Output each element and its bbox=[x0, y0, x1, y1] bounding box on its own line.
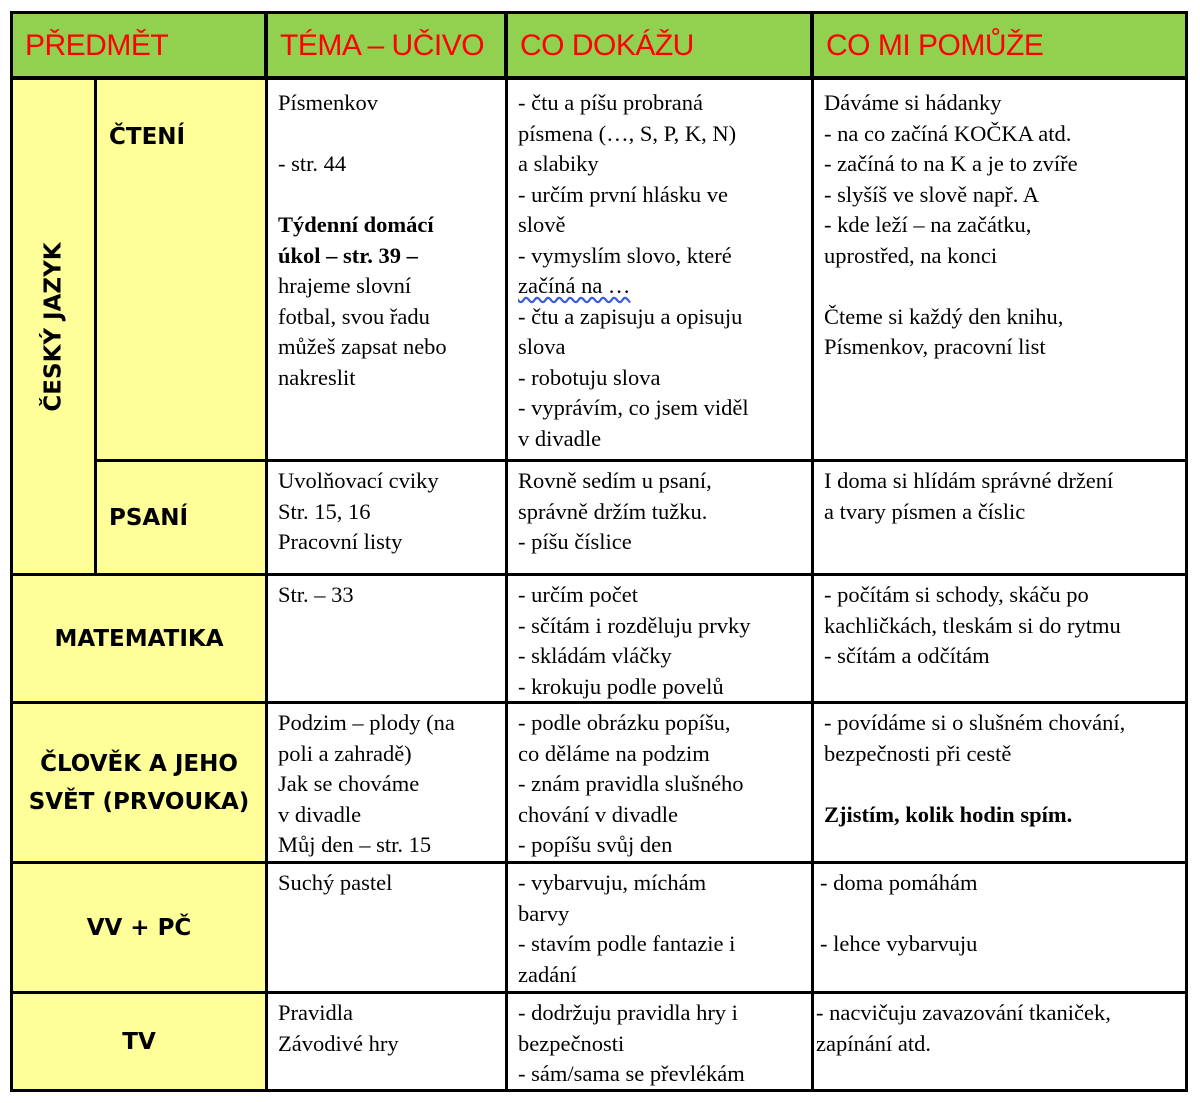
subject-cteni: ČTENÍ bbox=[97, 80, 268, 462]
prvouka-can-do: - podle obrázku popíšu, co děláme na podzim - znám pravidla slušného chování v divadle - popíšu svůj den bbox=[508, 704, 814, 864]
tv-can-do: - dodržuju pravidla hry i bezpečnosti - sám/sama se převlékám bbox=[508, 994, 814, 1089]
subject-vv-pc: VV + PČ bbox=[13, 864, 268, 994]
subject-prvouka: ČLOVĚK A JEHO SVĚT (PRVOUKA) bbox=[13, 704, 268, 864]
prvouka-helps: - povídáme si o slušném chování, bezpečnosti při cestě Zjistím, kolik hodin spím. bbox=[814, 704, 1185, 864]
matematika-topic: Str. – 33 bbox=[268, 576, 508, 704]
subject-psani: PSANÍ bbox=[97, 462, 268, 576]
matematika-helps: - počítám si schody, skáču po kachličkách, tleskám si do rytmu - sčítám a odčítám bbox=[814, 576, 1185, 704]
subject-cesky-jazyk: ČESKÝ JAZYK bbox=[13, 80, 97, 576]
lesson-plan-table bbox=[10, 11, 1188, 1092]
subject-tv: TV bbox=[13, 994, 268, 1089]
cteni-can-do: - čtu a píšu probraná písmena (…, S, P, K, N) a slabiky - určím první hlásku ve slově - vymyslím slovo, které začíná na … - čtu a zapisuju a opisuju slova - robotuju slova - vyprávím, co jsem viděl v divadle bbox=[508, 80, 814, 462]
header-subject: PŘEDMĚT bbox=[13, 14, 268, 80]
cteni-helps: Dáváme si hádanky - na co začíná KOČKA atd. - začíná to na K a je to zvíře - slyšíš ve slově např. A - kde leží – na začátku, uprostřed, na konci Čteme si každý den knihu, Písmenkov, pracovní list bbox=[814, 80, 1185, 462]
psani-helps: I doma si hlídám správné držení a tvary písmen a číslic bbox=[814, 462, 1185, 576]
prvouka-topic: Podzim – plody (na poli a zahradě) Jak se chováme v divadle Můj den – str. 15 bbox=[268, 704, 508, 864]
header-helps: CO MI POMŮŽE bbox=[814, 14, 1185, 80]
tv-helps: - nacvičuju zavazování tkaniček, zapínání atd. bbox=[816, 1000, 1111, 1056]
header-can-do: CO DOKÁŽU bbox=[508, 14, 814, 80]
vv-pc-helps: - doma pomáhám - lehce vybarvuju bbox=[814, 864, 1185, 994]
subject-matematika: MATEMATIKA bbox=[13, 576, 268, 704]
psani-topic: Uvolňovací cviky Str. 15, 16 Pracovní listy bbox=[268, 462, 508, 576]
psani-can-do: Rovně sedím u psaní, správně držím tužku. - píšu číslice bbox=[508, 462, 814, 576]
vv-pc-topic: Suchý pastel bbox=[268, 864, 508, 994]
cteni-topic: Písmenkov - str. 44 Týdenní domácí úkol – str. 39 – hrajeme slovní fotbal, svou řadu můžeš zapsat nebo nakreslit bbox=[268, 80, 508, 462]
header-topic: TÉMA – UČIVO bbox=[268, 14, 508, 80]
vv-pc-can-do: - vybarvuju, míchám barvy - stavím podle fantazie i zadání bbox=[508, 864, 814, 994]
matematika-can-do: - určím počet - sčítám i rozděluju prvky - skládám vláčky - krokuju podle povelů bbox=[508, 576, 814, 704]
tv-topic: Pravidla Závodivé hry bbox=[268, 994, 508, 1089]
